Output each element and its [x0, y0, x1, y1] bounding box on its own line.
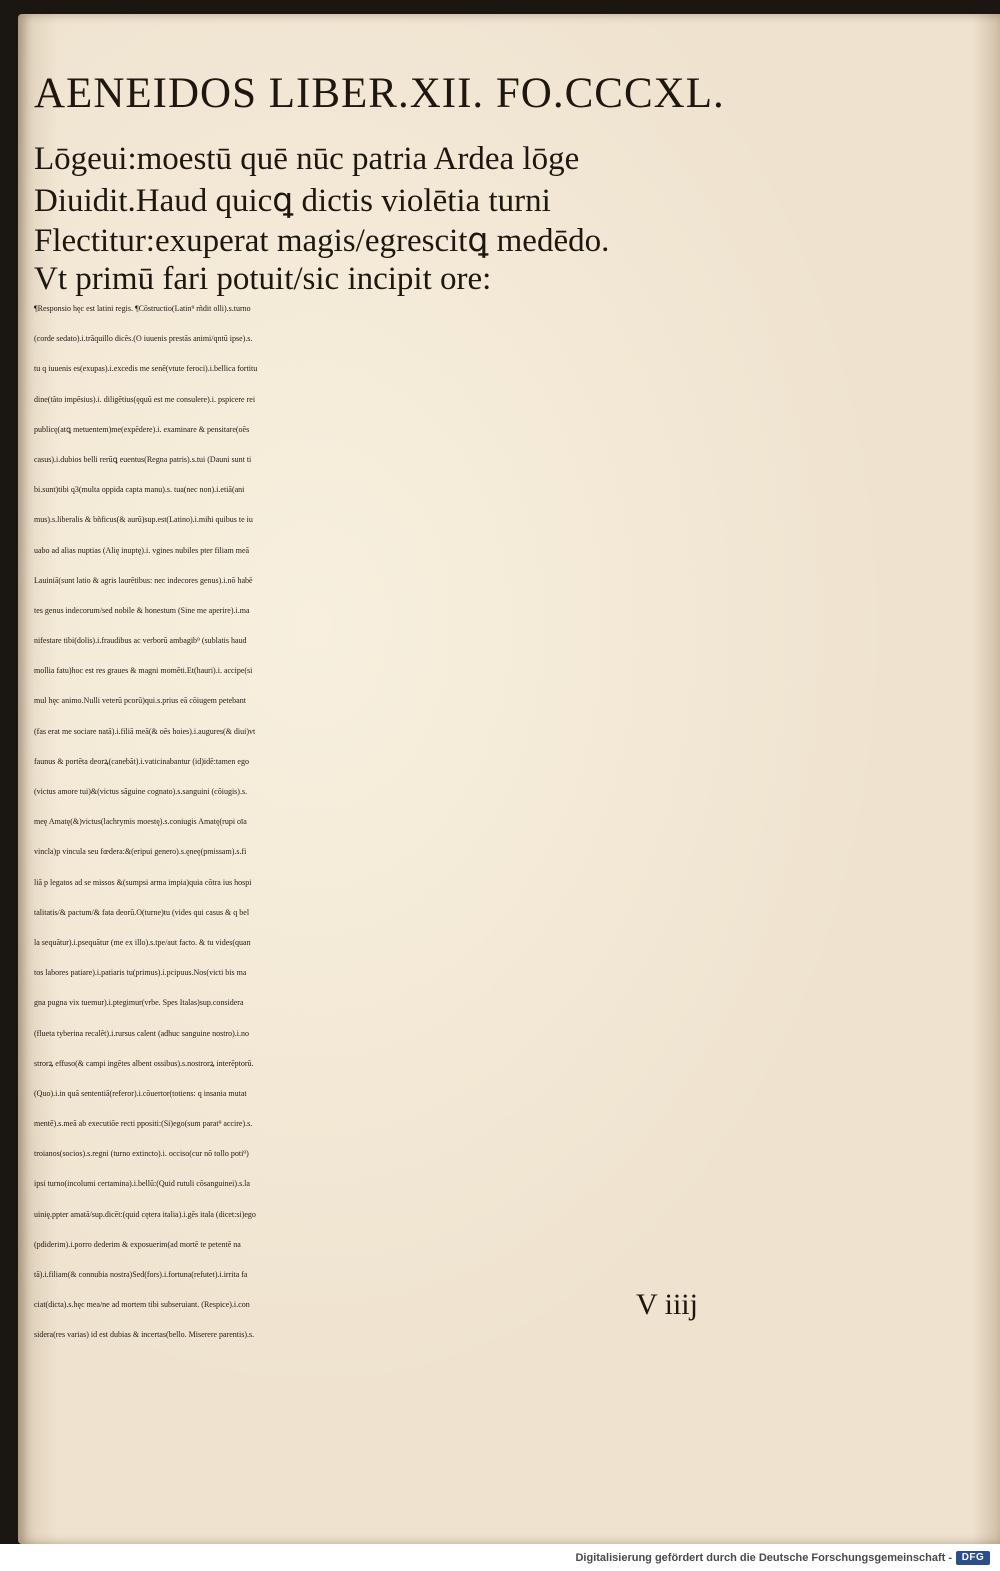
- commentary-line: strorꝝ effuso(& campi ingētes albent ossibus).s.nostrorꝝ interēptorū.: [34, 1058, 254, 1068]
- verse-line: Lōgeui:moestū quē nūc patria Ardea lōge: [34, 141, 580, 177]
- commentary-line: meę Amatę(&)victus(lachrymis moestę).s.coniugis Amatę(rupi oīa: [34, 817, 247, 827]
- commentary-line: (fas erat me sociare natā).i.filiā meā(& oēs hoies).i.augures(& diui)vt: [34, 726, 256, 736]
- commentary-line: casus).i.dubios belli rerūꝗ euentus(Regna patris).s.tui (Dauni sunt ti: [34, 454, 252, 464]
- commentary-line: dine(tāto impēsius).i. diligētius(ęquū est me consulere).i. pspicere rei: [34, 394, 256, 404]
- verse-line: Flectitur:exuperat magis/egrescitꝗ medēdo.: [34, 223, 610, 259]
- verse-line: Vt primū fari potuit/sic incipit ore:: [34, 261, 492, 297]
- commentary-line: mul hęc animo.Nulli veterū pcorū)qui.s.prius eā cōiugem petebant: [34, 696, 246, 706]
- commentary-line: vincla)p vincula seu fœdera:&(eripui genero).s.ęneę(pmissam).s.fi: [34, 847, 247, 857]
- commentary-line: uabo ad alias nuptias (Alię inuptę).i. vgines nubiles pter filiam meā: [34, 545, 250, 555]
- commentary-line: publicę(atꝗ metuentem)me(expēdere).i. examinare & pensitare(oēs: [34, 424, 250, 434]
- commentary-block: [34, 294, 974, 1351]
- commentary-line: nifestare tibi(dolis).i.fraudibus ac verborū ambagib⁹ (sublatis haud: [34, 636, 247, 646]
- commentary-line: tes genus indecorum/sed nobile & honestum (Sine me aperire).i.ma: [34, 605, 250, 615]
- commentary-line: Lauiniā(sunt latio & agris laurētibus: nec indecores genus).i.nō habē: [34, 575, 253, 585]
- commentary-line: (flueta tyberina recalēt).i.rursus calent (adhuc sanguine nostro).i.no: [34, 1028, 250, 1038]
- commentary-line: (corde sedato).i.trāquillo dicēs.(O iuuenis prestās animi/qntū ipse).s.: [34, 334, 253, 344]
- commentary-line: tos labores patiare).i.patiaris tu(primus).i.pcipuus.Nos(victi bis ma: [34, 968, 247, 978]
- commentary-line: troianos(socios).s.regni (turno extincto).i. occiso(cur nō tollo poti⁹): [34, 1149, 249, 1159]
- commentary-line: ipsi turno(incolumi certamina).i.bellū:(Quid rutuli cōsanguinei).s.la: [34, 1179, 250, 1189]
- commentary-line: mollia fatu)hoc est res graues & magni momēti.Et(hauri).i. accipe(si: [34, 666, 253, 676]
- commentary-line: ciat(dicta).s.hęc mea/ne ad mortem tibi subseruiant. (Respice).i.con: [34, 1300, 250, 1310]
- signature-mark: V iiij: [636, 1288, 698, 1321]
- commentary-line: faunus & portēta deorꝝ(canebāt).i.vaticinabantur (id)idē:tamen ego: [34, 756, 249, 766]
- commentary-line: (pdiderim).i.porro dederim & exposuerim(ad mortē te petentē na: [34, 1239, 241, 1249]
- commentary-line: uinię.ppter amatā/sup.dicēt:(quid cętera italia).i.gēs itala (dicet:si)ego: [34, 1209, 256, 1219]
- funding-credit: Digitalisierung gefördert durch die Deutsche Forschungsgemeinschaft -: [575, 1552, 952, 1564]
- commentary-line: bi.sunt)tibi q3(multa oppida capta manu).s. tua(nec non).i.etiā(ani: [34, 485, 245, 495]
- commentary-line: sidera(res varias) id est dubias & incertas(bello. Miserere parentis).s.: [34, 1330, 255, 1340]
- commentary-line: tu q iuuenis es(exupas).i.excedis me senē(vtute feroci).i.bellica fortitu: [34, 364, 258, 374]
- dfg-logo: [956, 1551, 990, 1565]
- commentary-line: mus).s.liberalis & bñficus(& aurū)sup.est(Latino).i.mihi quibus te iu: [34, 515, 253, 525]
- commentary-line: tā).i.filiam(& connubia nostra)Sed(fors).i.fortuna(refutet).i.irrita fa: [34, 1270, 248, 1279]
- commentary-line: mentē).s.meā ab executiōe recti ppositi:(Si)ego(sum parat⁹ accire).s.: [34, 1119, 253, 1129]
- commentary-line: la sequātur).i.psequātur (me ex illo).s.tpe/aut facto. & tu vides(quan: [34, 937, 251, 947]
- commentary-line: (victus amore tui)&(victus sāguine cognato).s.sanguini (cōiugis).s.: [34, 787, 248, 796]
- running-head: AENEIDOS LIBER.XII. FO.CCCXL.: [34, 70, 725, 117]
- commentary-line: gna pugna vix tuemur).i.ptegimur(vrbe. Spes Italas)sup.considera: [34, 998, 244, 1008]
- commentary-line: ¶Responsio hęc est latini regis. ¶Cōstructio(Latin⁹ rñdit olli).s.turno: [34, 304, 251, 313]
- verse-line: Diuidit.Haud quicꝗ dictis violētia turni: [34, 183, 551, 219]
- commentary-line: (Quo).i.in quā sententiā(referor).i.cōuertor(totiens: q insania mutat: [34, 1088, 247, 1098]
- commentary-line: liā p legatos ad se missos &(sumpsi arma impia)quia cōtra ius hospi: [34, 877, 252, 887]
- commentary-line: talitatis/& pactum/& fata deorū.O(turne)tu (vides qui casus & q bel: [34, 907, 250, 917]
- dfg-logo-label: DFG: [961, 1552, 985, 1563]
